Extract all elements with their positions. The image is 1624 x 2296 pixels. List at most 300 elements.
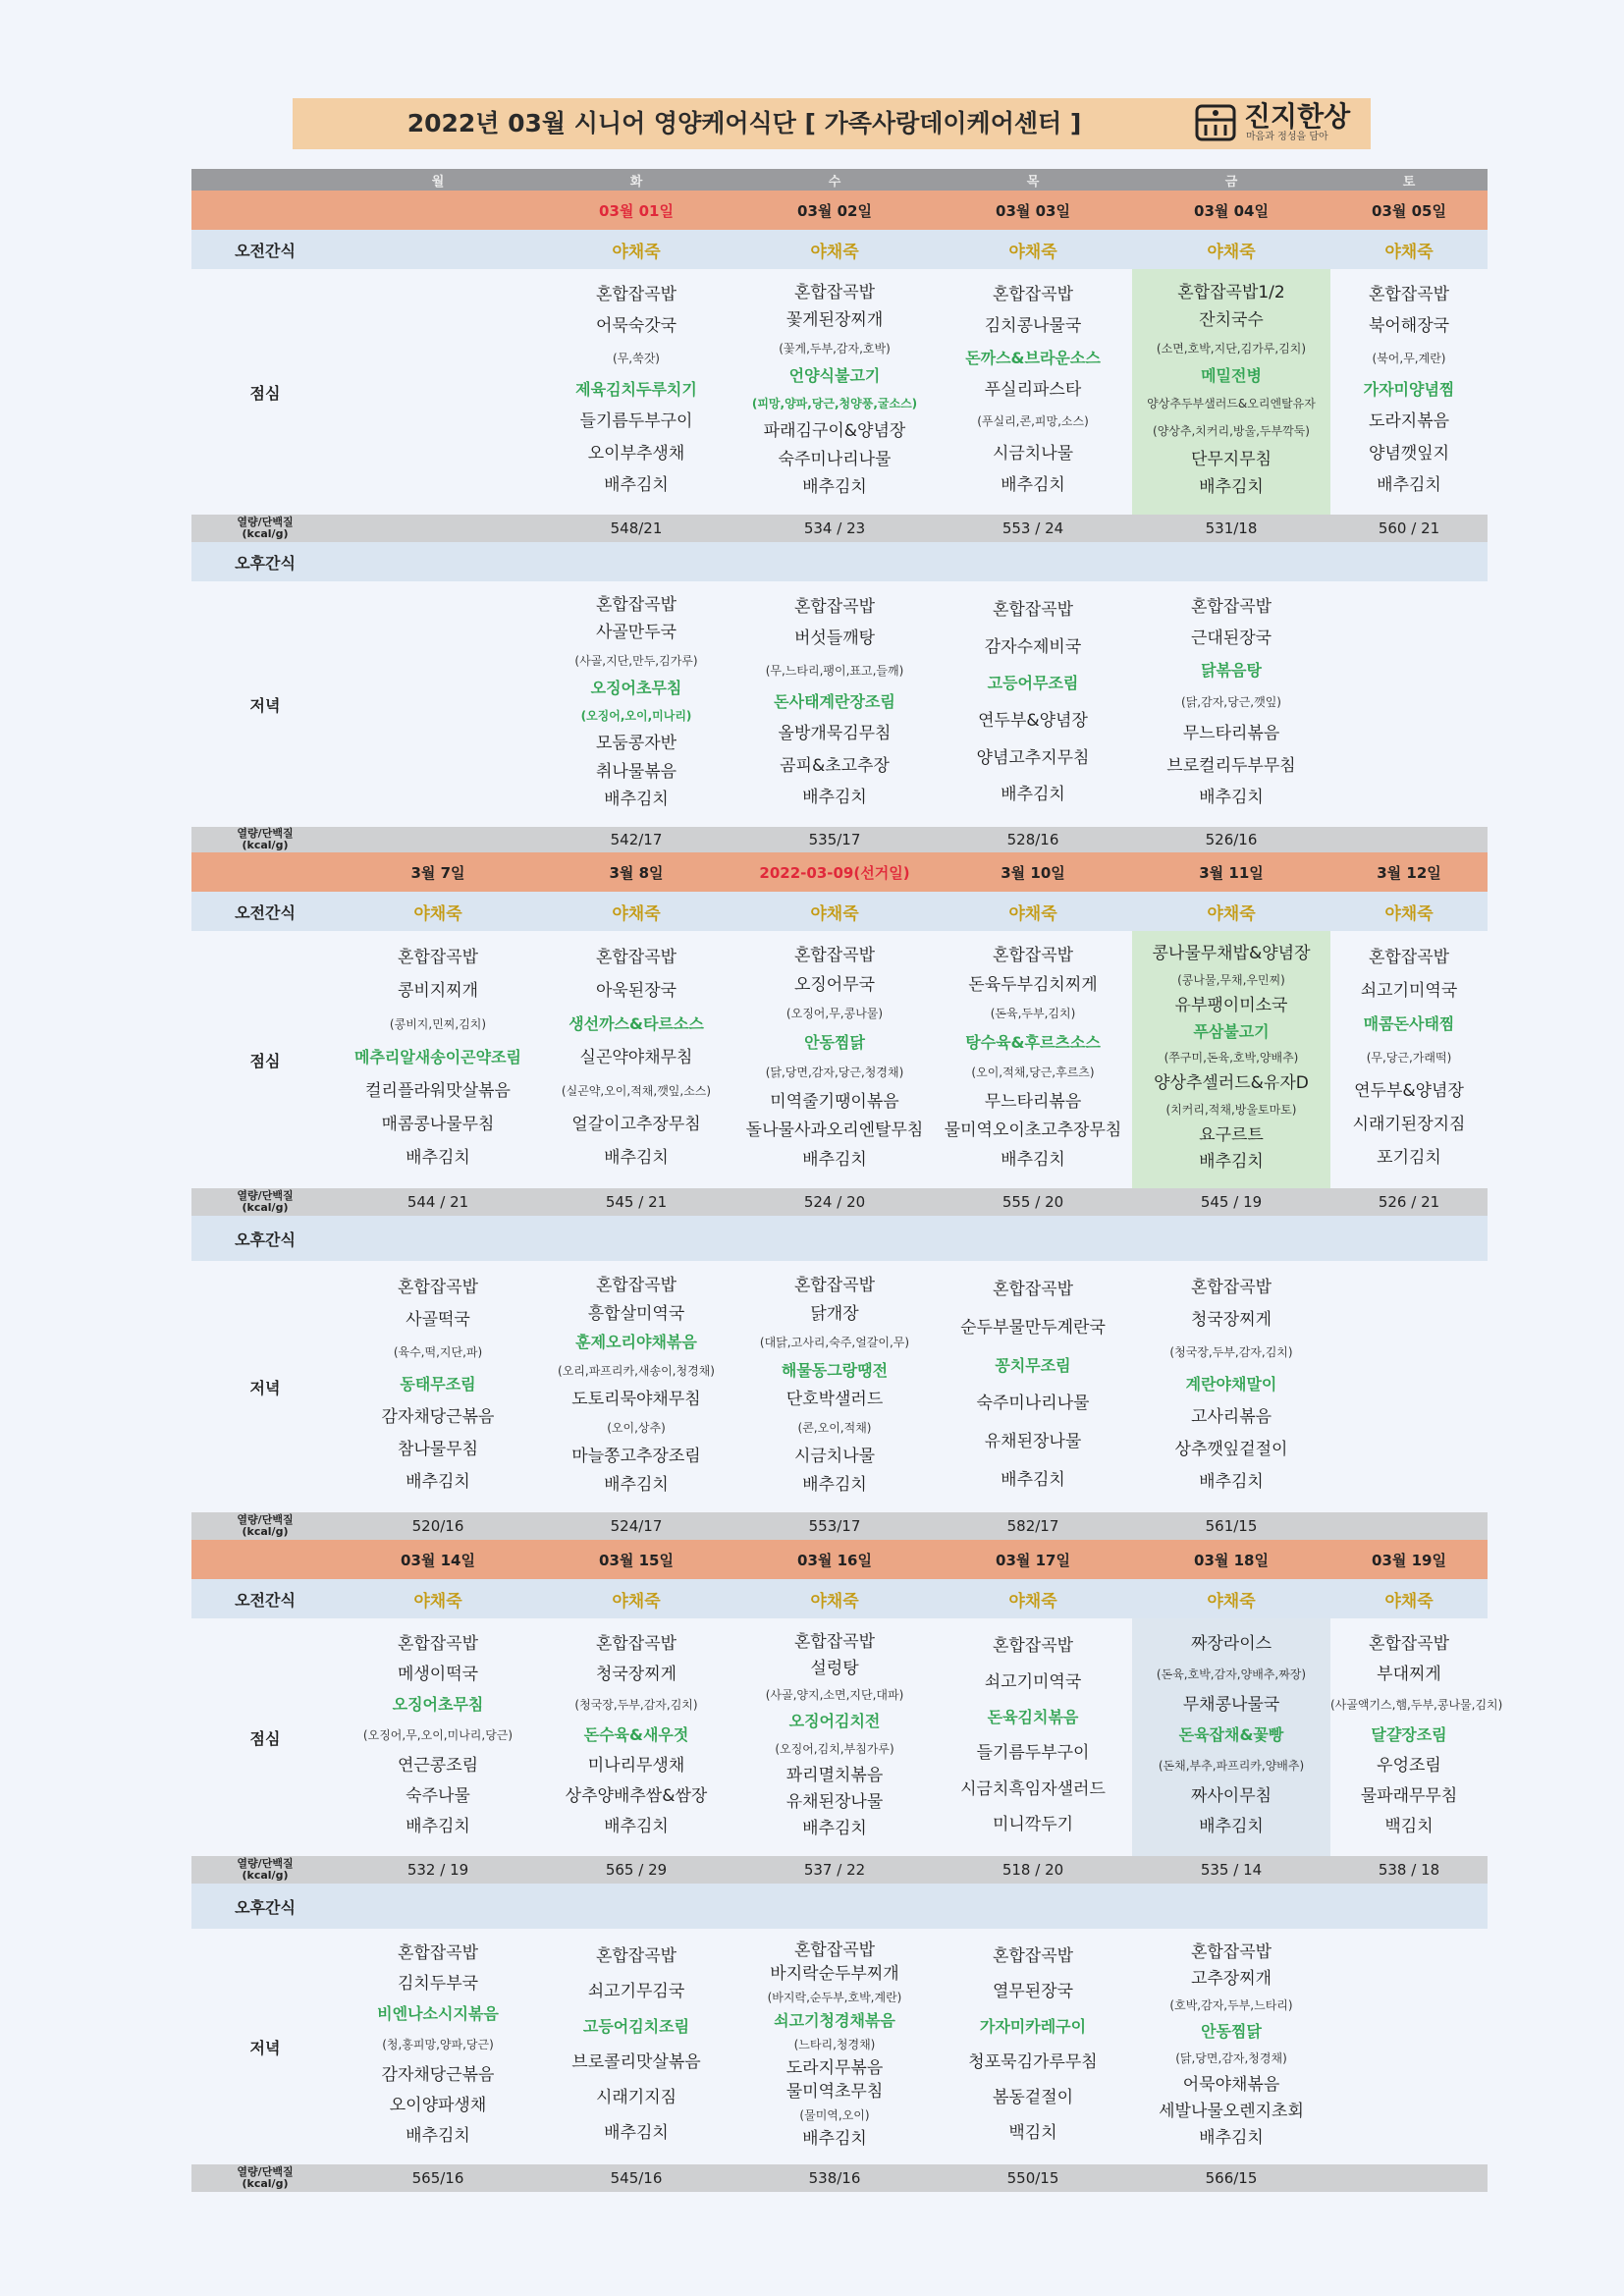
menu-item: 들기름두부구이: [579, 411, 693, 432]
brand-tagline: 마음과 정성을 담아: [1246, 132, 1328, 142]
snack-item: 야채죽: [413, 1591, 462, 1612]
menu-cell: [1330, 1261, 1488, 1512]
menu-item: 혼합잡곡밥: [397, 1943, 479, 1964]
menu-cell: [735, 1261, 934, 1512]
nutrition-value: 535 / 14: [1200, 1861, 1263, 1879]
menu-cell: [934, 1929, 1132, 2164]
main-dish: 메추리알새송이곤약조림: [353, 1048, 522, 1066]
menu-item: 양념깻잎지: [1368, 443, 1450, 464]
menu-item: 배추김치: [1377, 474, 1441, 495]
menu-item: 메생이떡국: [397, 1664, 479, 1684]
weekday-label: 수: [828, 174, 841, 190]
main-dish: 오징어김치전: [788, 1712, 881, 1731]
menu-cell: [735, 581, 934, 827]
menu-item: 혼합잡곡밥: [1368, 285, 1450, 305]
ingredients-note: (꽃게,두부,감자,호박): [779, 341, 891, 355]
nutrition-value: 524/17: [610, 1517, 663, 1535]
menu-item: 시래기지짐: [595, 2088, 677, 2107]
week3-dinner-nutrition: [191, 2164, 1488, 2192]
menu-item: 배추김치: [1199, 1151, 1264, 1172]
nutrition-value: 518 / 20: [1001, 1861, 1064, 1879]
menu-cell: [934, 931, 1132, 1188]
week2-lunch-nutrition-label: 열량/단백질 (kcal/g): [237, 1189, 294, 1214]
nutrition-value: 582/17: [1006, 1517, 1059, 1535]
menu-item: 배추김치: [802, 1150, 867, 1171]
menu-item: 들기름두부구이: [976, 1743, 1090, 1764]
menu-item: 감자채당근볶음: [381, 1407, 495, 1428]
main-dish: 쇠고기청경채볶음: [774, 2011, 895, 2030]
menu-item: 혼합잡곡밥: [793, 945, 876, 965]
date-label: 03월 16일: [797, 1551, 872, 1569]
main-dish: 돈육김치볶음: [987, 1707, 1079, 1726]
week3-lunch-nutrition: [191, 1856, 1488, 1884]
menu-item: 아욱된장국: [595, 981, 677, 1001]
menu-item: 꽈리멸치볶음: [785, 1765, 884, 1785]
menu-item: 상추깻잎겉절이: [1174, 1440, 1288, 1460]
snack-item: 야채죽: [612, 242, 661, 262]
nutrition-value: 553/17: [808, 1517, 861, 1535]
ingredients-note: (콩비지,민찌,김치): [389, 1017, 487, 1031]
snack-item: 야채죽: [413, 903, 462, 924]
menu-item: 사골떡국: [406, 1309, 470, 1330]
menu-item: 배추김치: [604, 2123, 669, 2143]
menu-item: 배추김치: [802, 787, 867, 807]
week2-lunch: [191, 931, 1488, 1188]
weekday-label: 금: [1224, 174, 1238, 190]
ingredients-note: (오이,적채,당근,후르츠): [971, 1065, 1095, 1079]
ingredients-note: (양상추,치커리,방울,두부깍둑): [1153, 424, 1310, 439]
ingredients-note: (콘,오이,적채): [797, 1420, 872, 1435]
date-label: 3월 12일: [1377, 863, 1441, 882]
menu-cell: [1132, 269, 1330, 515]
nutrition-value: 565 / 29: [605, 1861, 668, 1879]
menu-cell: [735, 1618, 934, 1856]
week2-dinner-nutrition: [191, 1512, 1488, 1540]
menu-cell: [1330, 1618, 1503, 1856]
menu-item: 쇠고기미역국: [984, 1671, 1082, 1692]
snack-item: 야채죽: [1207, 242, 1256, 262]
menu-item: 시금치나물: [793, 1446, 876, 1466]
menu-item: 도토리묵야채무침: [571, 1389, 701, 1409]
menu-item: 매콤콩나물무침: [381, 1115, 495, 1134]
ingredients-note: (무,느타리,팽이,표고,들깨): [765, 663, 904, 678]
menu-cell: [537, 581, 735, 827]
menu-item: 미니깍두기: [992, 1814, 1074, 1834]
menu-item: 유채된장나물: [785, 1792, 884, 1813]
menu-item: 혼합잡곡밥: [595, 595, 677, 616]
menu-item: 오징어무국: [793, 974, 876, 995]
week2-am-snack-label: 오전간식: [235, 902, 296, 922]
menu-item: 미역줄기땡이볶음: [770, 1091, 899, 1112]
nutrition-value: 526/16: [1205, 831, 1258, 848]
menu-item: 청포묵김가루무침: [968, 2052, 1098, 2072]
snack-item: 야채죽: [1207, 1591, 1256, 1612]
menu-item: 닭개장: [810, 1303, 859, 1324]
menu-item: 도라지볶음: [1368, 411, 1450, 432]
menu-cell: [735, 931, 934, 1188]
ingredients-note: (피망,양파,당근,청양풍,굴소스): [751, 397, 918, 411]
menu-item: 돌나물사과오리엔탈무침: [745, 1121, 924, 1141]
ingredients-note: 양상추두부샐러드&오리엔탈유자: [1147, 397, 1316, 411]
snack-item: 야채죽: [810, 903, 859, 924]
date-label: 3월 8일: [609, 863, 664, 882]
ingredients-note: (콩나물,무채,우민찌): [1177, 972, 1285, 987]
week1-lunch-label: 점심: [249, 383, 281, 403]
menu-item: 혼합잡곡밥: [793, 597, 876, 618]
menu-item: 배추김치: [1199, 787, 1264, 807]
ingredients-note: (바지락,순두부,호박,계란): [767, 1991, 902, 2004]
nutrition-value: 532 / 19: [406, 1861, 469, 1879]
main-dish: 닭볶음탕: [1201, 660, 1262, 680]
menu-item: 곰피&초고추장: [780, 755, 890, 776]
menu-item: 배추김치: [1199, 1817, 1264, 1837]
menu-item: 유채된장나물: [984, 1432, 1082, 1451]
menu-cell: [1330, 581, 1488, 827]
week2-date-row: [191, 852, 1488, 892]
menu-item: 시래기된장지짐: [1352, 1115, 1466, 1134]
nutrition-value: 535/17: [808, 831, 861, 848]
menu-item: 취나물볶음: [595, 761, 677, 782]
menu-item: 혼합잡곡밥: [595, 1275, 677, 1295]
week3-am-snack-label: 오전간식: [235, 1590, 296, 1610]
week2-am-snack: [191, 892, 1488, 931]
menu-item: 세발나물오렌지초회: [1159, 2101, 1304, 2121]
week1-pm-snack-label: 오후간식: [235, 553, 296, 573]
ingredients-note: (무,당근,가래떡): [1366, 1051, 1452, 1065]
date-label: 03월 14일: [401, 1551, 475, 1569]
main-dish: 돈수육&새우젓: [583, 1725, 689, 1744]
main-dish: 안동찜닭: [1201, 2021, 1262, 2041]
menu-item: 배추김치: [1199, 2127, 1264, 2148]
snack-item: 야채죽: [810, 242, 859, 262]
menu-item: 어묵숙갓국: [595, 316, 677, 337]
menu-item: 근대된장국: [1190, 629, 1272, 649]
lunchbox-icon: [1193, 103, 1238, 144]
date-label: 03월 04일: [1194, 201, 1269, 220]
menu-cell: [1132, 931, 1330, 1188]
menu-cell: [537, 1929, 735, 2164]
menu-item: 연두부&양념장: [978, 710, 1088, 731]
main-dish: 생선까스&타르소스: [568, 1014, 704, 1033]
menu-item: 고추장찌개: [1190, 1968, 1272, 1989]
main-dish: 돈사태계란장조림: [774, 692, 895, 711]
menu-item: 배추김치: [604, 474, 669, 495]
menu-item: 숙주나물: [406, 1786, 470, 1807]
menu-item: 마늘쫑고추장조림: [571, 1446, 701, 1466]
nutrition-value: 550/15: [1006, 2169, 1059, 2187]
nutrition-value: 538/16: [808, 2169, 861, 2187]
ingredients-note: (느타리,청경채): [793, 2038, 876, 2051]
menu-item: 북어해장국: [1368, 316, 1450, 337]
menu-item: 컬리플라워맛살볶음: [365, 1081, 511, 1101]
menu-cell: [1330, 931, 1488, 1188]
menu-item: 혼합잡곡밥: [397, 1277, 479, 1297]
menu-cell: [339, 1618, 537, 1856]
menu-item: 김치두부국: [397, 1974, 479, 1995]
date-label: 03월 17일: [996, 1551, 1070, 1569]
ingredients-note: (닭,당면,감자,당근,청경채): [765, 1065, 904, 1079]
week2-dinner-label: 저녁: [249, 1378, 281, 1397]
ingredients-note: (오리,파프리카,새송이,청경채): [558, 1363, 715, 1378]
menu-item: 혼합잡곡밥: [595, 1633, 677, 1654]
main-dish: 제육김치두루치기: [575, 380, 697, 399]
snack-item: 야채죽: [1008, 903, 1057, 924]
main-dish: 안동찜닭: [804, 1033, 865, 1053]
main-dish: 계란야채말이: [1185, 1375, 1277, 1394]
ingredients-note: (닭,당면,감자,청경채): [1175, 2050, 1287, 2065]
menu-item: 혼합잡곡밥: [1368, 948, 1450, 967]
menu-item: 혼합잡곡밥: [992, 599, 1074, 620]
menu-item: 도라지무볶음: [785, 2058, 884, 2078]
ingredients-note: (사골,지단,만두,김가루): [574, 653, 698, 668]
menu-item: 무채콩나물국: [1182, 1694, 1280, 1715]
menu-cell: [339, 269, 537, 515]
nutrition-value: 548/21: [610, 519, 663, 537]
nutrition-value: 561/15: [1205, 1517, 1258, 1535]
menu-item: 혼합잡곡밥: [992, 945, 1074, 965]
menu-cell: [735, 269, 934, 515]
ingredients-note: (오징어,무,오이,미나리,당근): [362, 1728, 514, 1742]
main-dish: 돈까스&브라운소스: [965, 348, 1101, 367]
ingredients-note: (청국장,두부,감자,김치): [1169, 1344, 1293, 1359]
nutrition-value: 566/15: [1205, 2169, 1258, 2187]
menu-item: 배추김치: [1199, 476, 1264, 497]
ingredients-note: (오징어,오이,미나리): [580, 709, 692, 724]
menu-item: 김치콩나물국: [984, 316, 1082, 337]
menu-item: 연두부&양념장: [1354, 1081, 1464, 1101]
main-dish: 고등어김치조림: [582, 2017, 690, 2036]
date-label: 03월 18일: [1194, 1551, 1269, 1569]
menu-item: 혼합잡곡밥: [992, 1946, 1074, 1966]
menu-item: 봄동겉절이: [992, 2088, 1074, 2107]
main-dish: 달걀장조림: [1371, 1725, 1447, 1744]
menu-cell: [537, 1261, 735, 1512]
nutrition-value: 531/18: [1205, 519, 1258, 537]
menu-item: 배추김치: [604, 1148, 669, 1168]
week1-lunch-nutrition: [191, 515, 1488, 542]
page-title: 2022년 03월 시니어 영양케어식단 [ 가족사랑데이케어센터 ]: [406, 109, 1082, 137]
menu-item: 사골만두국: [595, 623, 677, 643]
menu-item: 배추김치: [406, 1148, 470, 1168]
menu-item: 혼합잡곡밥: [595, 1946, 677, 1966]
menu-item: 오이양파생채: [389, 2095, 487, 2115]
menu-item: 콩나물무채밥&양념장: [1152, 944, 1311, 964]
ingredients-note: (쭈구미,돈육,호박,양배추): [1164, 1051, 1299, 1065]
ingredients-note: (물미역,오이): [799, 2108, 870, 2122]
menu-item: 부대찌게: [1377, 1664, 1441, 1684]
menu-item: 올방개묵김무침: [778, 724, 892, 744]
menu-cell: [339, 1261, 537, 1512]
week3-lunch-label: 점심: [249, 1728, 281, 1748]
menu-item: 혼합잡곡밥: [992, 1636, 1074, 1657]
menu-item: 푸실리파스타: [984, 380, 1082, 400]
week1-dinner-label: 저녁: [249, 695, 281, 715]
title-banner: [293, 98, 1371, 149]
menu-item: 콩비지찌개: [397, 981, 479, 1001]
week2-pm-snack: [191, 1216, 1488, 1261]
menu-item: 혼합잡곡밥: [793, 1275, 876, 1295]
date-label: 03월 01일: [599, 201, 674, 220]
nutrition-value: 538 / 18: [1378, 1861, 1440, 1879]
ingredients-note: (청,홍피망,양파,당근): [382, 2038, 494, 2051]
date-label: 03월 19일: [1372, 1551, 1446, 1569]
menu-cell: [934, 1618, 1132, 1856]
week1-dinner-nutrition-label: 열량/단백질 (kcal/g): [237, 827, 294, 851]
week2-pm-snack-label: 오후간식: [235, 1230, 296, 1249]
nutrition-value: 542/17: [610, 831, 663, 848]
nutrition-value: 528/16: [1006, 831, 1059, 848]
menu-item: 배추김치: [1001, 474, 1065, 495]
menu-item: 유부팽이미소국: [1174, 996, 1288, 1016]
menu-cell: [1330, 269, 1488, 515]
menu-item: 배추김치: [802, 2129, 867, 2149]
nutrition-value: 553 / 24: [1001, 519, 1064, 537]
menu-cell: [1132, 581, 1330, 827]
menu-item: 시금치나물: [992, 443, 1074, 464]
main-dish: 푸삼불고기: [1193, 1021, 1270, 1041]
menu-item: 브로콜리맛살볶음: [571, 2052, 701, 2072]
menu-item: 설렁탕: [810, 1658, 859, 1678]
menu-item: 배추김치: [802, 1474, 867, 1495]
main-dish: 꽁치무조림: [995, 1355, 1071, 1375]
menu-item: 쇠고기무김국: [587, 1982, 685, 2001]
menu-item: 꽃게된장찌개: [785, 310, 884, 331]
menu-item: 버섯들깨탕: [793, 629, 876, 649]
menu-item: 고사리볶음: [1190, 1407, 1272, 1428]
menu-cell: [537, 1618, 735, 1856]
menu-item: 청국장찌게: [595, 1664, 677, 1684]
menu-item: 혼합잡곡밥: [1190, 1941, 1272, 1962]
snack-item: 야채죽: [1384, 1591, 1434, 1612]
week3-dinner: [191, 1929, 1488, 2164]
menu-item: 청국장찌게: [1190, 1309, 1272, 1330]
snack-item: 야채죽: [612, 1591, 661, 1612]
menu-item: 모둠콩자반: [595, 734, 677, 754]
menu-item: 배추김치: [406, 1817, 470, 1837]
snack-item: 야채죽: [612, 903, 661, 924]
week1-pm-snack: [191, 542, 1488, 581]
menu-item: 연근콩조림: [397, 1756, 479, 1777]
menu-item: 흥합살미역국: [587, 1303, 685, 1324]
weekday-label: 목: [1026, 174, 1040, 190]
main-dish: 가자미양념찜: [1363, 380, 1455, 399]
main-dish: 오징어초무침: [590, 678, 682, 697]
week2-lunch-nutrition: [191, 1188, 1488, 1216]
date-label: 3월 10일: [1001, 863, 1065, 882]
menu-item: 배추김치: [802, 1819, 867, 1839]
menu-item: 돈육두부김치찌게: [968, 974, 1098, 995]
main-dish: 비엔나소시지볶음: [377, 2004, 499, 2024]
menu-item: 물미역오이초고추장무침: [944, 1121, 1122, 1141]
nutrition-value: 555 / 20: [1001, 1193, 1064, 1211]
nutrition-value: 545/16: [610, 2169, 663, 2187]
week1-dinner: [191, 581, 1488, 827]
week3-am-snack: [191, 1579, 1488, 1618]
main-dish: 언양식불고기: [788, 365, 881, 385]
menu-item: 배추김치: [406, 2125, 470, 2146]
nutrition-value: 545 / 19: [1200, 1193, 1263, 1211]
week3-dinner-nutrition-label: 열량/단백질 (kcal/g): [237, 2165, 294, 2190]
menu-item: 브로컬리두부무침: [1166, 755, 1296, 776]
menu-item: 짜장라이스: [1190, 1633, 1272, 1654]
nutrition-value: 544 / 21: [406, 1193, 469, 1211]
menu-cell: [339, 931, 537, 1188]
menu-item: 혼합잡곡밥: [793, 283, 876, 303]
menu-item: 양념고추지무침: [976, 747, 1090, 768]
main-dish: 메밀전병: [1201, 365, 1262, 385]
menu-item: 배추김치: [604, 1817, 669, 1837]
menu-item: 감자채당근볶음: [381, 2064, 495, 2085]
menu-item: 물미역초무침: [785, 2082, 884, 2102]
menu-item: 열무된장국: [992, 1982, 1074, 2001]
menu-item: 양상추셀러드&유자D: [1154, 1073, 1309, 1094]
menu-item: 어묵야채볶음: [1182, 2074, 1280, 2095]
menu-cell: [339, 1929, 537, 2164]
ingredients-note: (육수,떡,지단,파): [393, 1344, 483, 1359]
menu-item: 물파래무무침: [1360, 1786, 1458, 1807]
nutrition-value: 526 / 21: [1378, 1193, 1440, 1211]
date-label: 3월 11일: [1199, 863, 1264, 882]
menu-item: 혼합잡곡밥: [992, 1280, 1074, 1300]
main-dish: 탕수육&후르츠소스: [965, 1033, 1101, 1053]
nutrition-value: 520/16: [411, 1517, 464, 1535]
main-dish: 해물동그랑땡전: [781, 1360, 889, 1380]
menu-item: 미나리무생채: [587, 1756, 685, 1777]
ingredients-note: (대닭,고사리,숙주,얼갈이,무): [759, 1335, 910, 1349]
menu-item: 배추김치: [604, 1474, 669, 1495]
menu-cell: [537, 269, 735, 515]
ingredients-note: (실곤약,오이,적채,깻잎,소스): [561, 1084, 712, 1098]
nutrition-value: 534 / 23: [803, 519, 866, 537]
brand-logo: [1193, 102, 1368, 145]
ingredients-note: (치커리,적채,방울토마토): [1165, 1102, 1297, 1117]
menu-item: 상추양배추쌈&쌈장: [565, 1786, 708, 1807]
date-label: 2022-03-09(선거일): [759, 863, 910, 882]
menu-item: 무느타리볶음: [984, 1091, 1082, 1112]
snack-item: 야채죽: [1008, 1591, 1057, 1612]
menu-item: 단무지무침: [1190, 449, 1272, 469]
menu-item: 얼갈이고추장무침: [571, 1115, 701, 1134]
main-dish: 매콤돈사태찜: [1363, 1014, 1455, 1033]
menu-item: 혼합잡곡밥: [595, 285, 677, 305]
menu-item: 혼합잡곡밥: [1368, 1633, 1450, 1654]
weekday-header: [191, 169, 1488, 191]
menu-item: 혼합잡곡밥: [992, 285, 1074, 305]
menu-cell: [934, 269, 1132, 515]
main-dish: 동태무조림: [400, 1375, 476, 1394]
menu-item: 배추김치: [1001, 1469, 1065, 1490]
menu-cell: [1132, 1261, 1330, 1512]
week1-am-snack: [191, 230, 1488, 269]
snack-item: 야채죽: [1008, 242, 1057, 262]
date-label: 03월 15일: [599, 1551, 674, 1569]
menu-cell: [1330, 1929, 1488, 2164]
week3-pm-snack-label: 오후간식: [235, 1897, 296, 1917]
weekday-label: 월: [431, 174, 445, 190]
nutrition-value: 537 / 22: [803, 1861, 866, 1879]
week3-dinner-label: 저녁: [249, 2038, 281, 2057]
brand-name: 진지한상: [1244, 100, 1351, 133]
menu-item: 배추김치: [1199, 1472, 1264, 1493]
menu-item: 단호박샐러드: [785, 1389, 884, 1409]
ingredients-note: (돈육,호박,감자,양배추,짜장): [1156, 1667, 1307, 1681]
week1-lunch: [191, 269, 1488, 515]
menu-cell: [735, 1929, 934, 2164]
menu-item: 파래김구이&양념장: [763, 421, 906, 442]
menu-item: 숙주미나리나물: [976, 1394, 1090, 1414]
date-label: 03월 02일: [797, 201, 872, 220]
week3-pm-snack: [191, 1884, 1488, 1929]
